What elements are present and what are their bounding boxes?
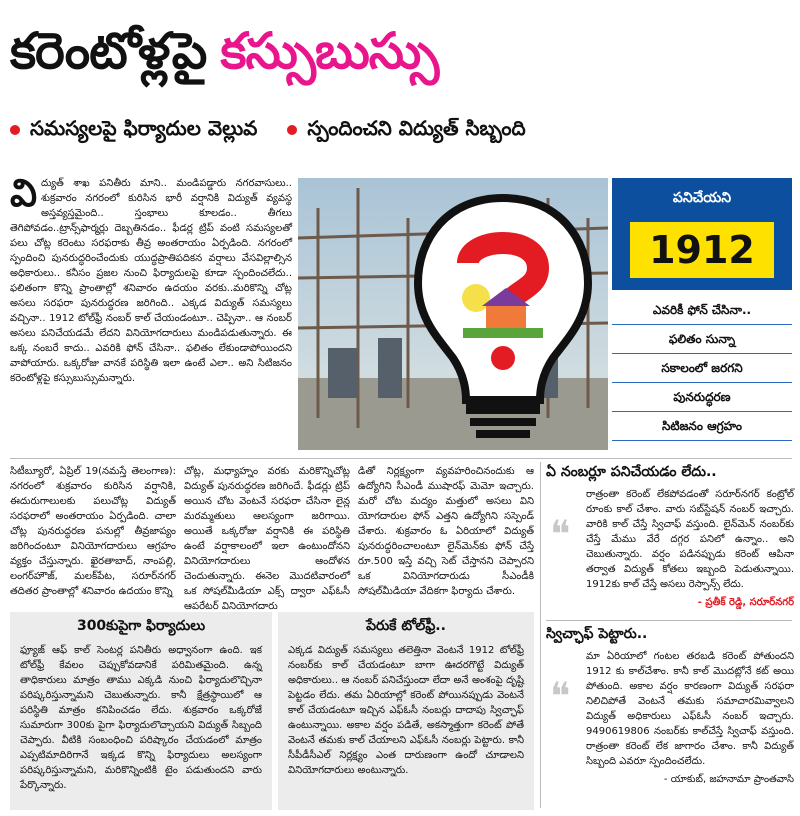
subhead-1 [10,116,257,145]
tollfree-box-title: పనిచేయని [672,190,732,206]
headline-part1: కరెంటోళ్లపై [10,22,207,80]
quote-icon: ❝ [550,512,571,556]
quote-body: రాత్రంతా కరెంట్ లేకపోవడంతో సరూర్‌నగర్ కంట్రోల్ రూంకు కాల్ చేశాం. వారు సబ్‌స్టేషన్ నంబర్ ఇచ్చారు. వారికి కాల్ చేస్తే స్విచాఫ్ వస్తుంది. లైన్‌మెన్ నంబర్‌కు చేస్తే మేము వేరే దగ్గర పనిలో ఉన్నాం.. అని చెబుతున్నారు. వర్షం పడినప్పుడు కరెంట్ ఆపినా తర్వాత విద్యుత్ కోతలు ఇబ్బంది పెడుతున్నాయి. 1912కు కాల్ చేస్తే అసలు రెస్పాన్స్ లేదు. [586,489,794,590]
byline-place: , సరూర్‌నగర్ [742,597,794,608]
divider [546,620,792,621]
subheads [10,106,790,154]
divider [10,458,792,459]
subhead-2 [287,116,525,145]
tollfree-box [612,178,792,290]
lightbulb-illustration [298,178,608,450]
complaints-box [10,612,272,810]
intro-text: ద్యుత్ శాఖ పనితీరు మాని.. మండిపడ్డారు నగరవాసులు.. శుక్రవారం నగరంలో కురిసిన భారీ వర్షానికి విద్యుత్ వ్యవస్థ అస్తవ్యస్తమైంది.. స్తంభాలు కూలడం.. తీగలు తెగిపోవడం..ట్రాన్స్‌ఫార్మర్లు దెబ్బతినడం.. ఫీడర్ల ట్రిప్ వంటి సమస్యలతో పలు చోట్ల కరెంటు సరఫరాకు తీవ్ర అంతరాయం ఏర్పడింది. నగరంలో స్పందించి పునరుద్ధరించేందుకు యుద్ధప్రాతిపదికన వర్షాలు వేసవిల్లాల్సిన అధికారులు.. కనీసం ప్రజల నుంచి ఫిర్యాదులపై కూడా స్పందించలేదు.. ఫలితంగా కొన్ని ప్రాంతాల్లో శనివారం ఉదయం వరకు..మరికొన్ని చోట్ల అసలు సరఫరా పునరుద్ధరణ జరిగింది.. ఎక్కడ విద్యుత్ సమస్యలు వచ్చినా.. 1912 టోల్‌ఫ్రీ నంబర్‌ కాల్ చేయండంటూ.. చెప్పినా.. ఆ నంబర్ అసలు పనిచేయడమే లేదని వినియోగదారులు మండిపడుతున్నారు. ఈ ఒక్క నంబరే కాదు.. ఎవరికి ఫోన్ చేసినా.. ఫలితం లేకుండాపోయిందని వాపోయారు. ఒక్కరోజు వానకే పరిస్థితి ఇలా ఉంటే ఎలా.. అని సిటిజనం కరెంటోళ్లపై కస్సుబుస్సుమన్నారు. [10,178,292,384]
bullet-icon [287,125,297,135]
highlight-line: ఫలితం సున్నా [612,325,792,354]
complaints-box-title: 300కుపైగా ఫిర్యాదులు [76,618,206,634]
body-text: డితో నిర్లక్ష్యంగా వ్యవహరించినందుకు ఆ ఉద్యోగిని సీఎండీ ముషారఫ్ మెమో ఇచ్చారు. మరో చోట మద్యం మత్తులో అసలు విని యోగదారుల ఫోన్ ఎత్తని ఉద్యోగిని సస్పెండ్ చేశారు. శుక్రవారం ఓ ఏరియాలో విద్యుత్ పునరుద్ధరించాలంటూ లైన్‌మెన్‌కు ఫోన్ చేస్తే రూ.500 ఇస్తే వచ్చి సెట్ చేస్తానని చెప్పారని ఒక వినియోగదారుడు సీఎండీకి సోషల్‌మీడియా వేదికగా ఫిర్యాదు చేశారు. [358,466,534,597]
highlight-line: సకాలంలో జరగని [612,354,792,383]
body-column-2 [184,464,350,612]
sidebar-quote-1 [546,464,794,614]
quote-body: మా ఏరియాలో గంటల తరబడి కరెంట్ పోతుందని 1912 కు కాల్‌చేశాం. కానీ కాల్ మొదట్లోనే కట్ అయి పోతుంది. అకాల వర్షం కారణంగా విద్యుత్ సరఫరా నిలిచిపోతే వెంటనే తమకు సమాచారమివ్వాలని విద్యుత్ అధికారులు ఎఫ్‌ఓసీ నంబర్ ఇచ్చారు. 9490619806 నంబర్‌కు కాల్‌చేస్తే స్విచాఫ్ వస్తుంది. రాత్రంతా కరెంట్ లేక జాగారం చేశాం. కానీ విద్యుత్ సిబ్బంది ఎవరూ స్పందించలేదు. [586,651,794,767]
sidebar-quote-2-text [546,649,794,769]
headline [10,6,790,96]
quote-icon: ❝ [550,674,571,718]
body-column-3 [358,464,534,602]
headline-part2: కస్సుబుస్సు [220,22,439,80]
byline: - ప్రతీక్ రెడ్డి, సరూర్‌నగర్ [697,597,794,608]
substation-photo [298,178,608,450]
subhead-2-text: స్పందించని విద్యుత్ సిబ్బంది [307,115,526,140]
tollfree-number: 1912 [630,222,774,278]
sidebar-quote-2 [546,626,794,810]
bullet-icon [10,125,20,135]
tollfree-name-box-title: పేరుకే టోల్‌ఫ్రీ.. [366,618,446,634]
vertical-divider [540,462,541,808]
sidebar-quote-1-title: ఏ నంబర్లూ పనిచేయడం లేదు.. [546,464,717,480]
highlight-line: ఎవరికీ ఫోన్ చేసినా.. [612,296,792,325]
dropcap: వి [10,171,38,215]
complaints-box-text: ఫ్యూజ్ ఆఫ్ కాల్ సెంటర్ల పనితీరు అధ్వానంగా ఉంది. ఇక టోల్‌ఫ్రీ కేవలం చెప్పుకోవడానికే పరిమితమైంది. ఉన్న తాధికారులు మాత్రం తాము ఎక్కడి నుంచి ఫిర్యాదులొచ్చినా పరిష్కరిస్తున్నామని చెబుతున్నారు. కానీ క్షేత్రస్థాయిలో ఆ పరిస్థితి మాత్రం కనిపించడం లేదు. శుక్రవారం ఒక్కరోజే సుమారుగా 300కు పైగా ఫిర్యాదులొచ్చాయని విద్యుత్ సిబ్బంది చెప్పారు. వీటికి సంబంధించి పరిష్కారం చేయడంలో మాత్రం ఎప్పటిమాదిరిగానే ఇక్కడ కొన్ని ఫిర్యాదులు అలస్యంగా పరిష్కరిస్తున్నామని, మరికొన్నింటికి టైం పడుతుందని వారు పేర్కొన్నారు. [20,645,262,791]
highlight-line: సిటిజనం ఆగ్రహం [612,412,792,441]
body-text: సిటీబ్యూరో, ఏప్రిల్ 19(నమస్తే తెలంగాణ): నగరంలో శుక్రవారం కురిసిన వర్షానికి, ఈదురుగాలులకు పలుచోట్ల విద్యుత్ సరఫరాలో అంతరాయం ఏర్పడింది. చాలా చోట్ల పునరుద్ధరణ పనుల్లో తీవ్రజాప్యం జరిగిందంటూ వినియోగదారులు ఆగ్రహం వ్యక్తం చేస్తున్నారు. ఖైరతాబాద్, నాంపల్లి, లంగర్‌హౌజ్, మలక్‌పేట, సరూర్‌నగర్ తదితర ప్రాంతాల్లో శనివారం ఉదయం కొన్ని [10,466,176,597]
highlight-lines [612,296,792,450]
tollfree-name-box-text: ఎక్కడ విద్యుత్ సమస్యలు తలెత్తినా వెంటనే 1912 టోల్‌ఫ్రీ నంబర్‌కు కాల్ చేయడంటూ బాగా ఊదరగొట్టే విద్యుత్ అధికారులు.. ఆ నంబర్ పనిచేస్తుందా లేదా అనే అంశంపై దృష్టి పెట్టడం లేదు. తమ ఏరియాల్లో కరెంట్ పోయినప్పుడు వెంటనే కాల్ చేయడంటూ ఇచ్చిన ఎఫ్‌ఓసీ నంబర్లు దాదాపు స్విచ్ఛాఫ్ ఉంటున్నాయి. అకాల వర్షం పడితే, అకస్మాత్తుగా కరెంట్ పోతే వెంటనే తమకు కాల్ చేయాలని ఎఫ్‌ఓసీ నంబర్లు పెట్టారు. కానీ సీపీడీసీఎల్ నిర్లక్ష్యం ఎంత దారుణంగా ఉందో చూడాలని వినియోగదారులు అంటున్నారు. [288,645,524,776]
intro-article [10,171,292,452]
sidebar-quote-1-text [546,487,794,592]
body-column-1 [10,464,176,602]
subhead-1-text: సమస్యలపై ఫిర్యాదుల వెల్లువ [30,115,258,140]
highlight-line: పునరుద్ధరణ [612,383,792,412]
body-text: చోట్ల, మధ్యాహ్నం వరకు మరికొన్నిచోట్ల విద్యుత్ పునరుద్ధరణ జరిగిందే. ఫీడర్లు ట్రిప్ అయిన చోట వెంటనే సరఫరా చేసినా లైన్ల మరమ్మతులు ఆలస్యంగా జరిగాయి. అయితే ఒక్కరోజు వర్షానికి ఈ పరిస్థితి ఉంటే వర్షాకాలంలో ఇలా ఉంటుందోనని వినియోగదారులు ఆందోళన చెందుతున్నారు. ఈనెల మొదటివారంలో ఒక సోషల్‌మీడియా ఎక్స్ ద్వారా ఎఫ్‌ఓసీ ఆపరేటర్ వినియోగదారు [184,466,350,612]
byline-name: ప్రతీక్ రెడ్డి [705,597,743,608]
byline: - యాకుబ్, జహనామా ప్రాంతవాసి [663,774,794,785]
sidebar-quote-2-title: స్విచ్ఛాఫ్ పెట్టారు.. [546,626,648,642]
tollfree-name-box [278,612,534,810]
